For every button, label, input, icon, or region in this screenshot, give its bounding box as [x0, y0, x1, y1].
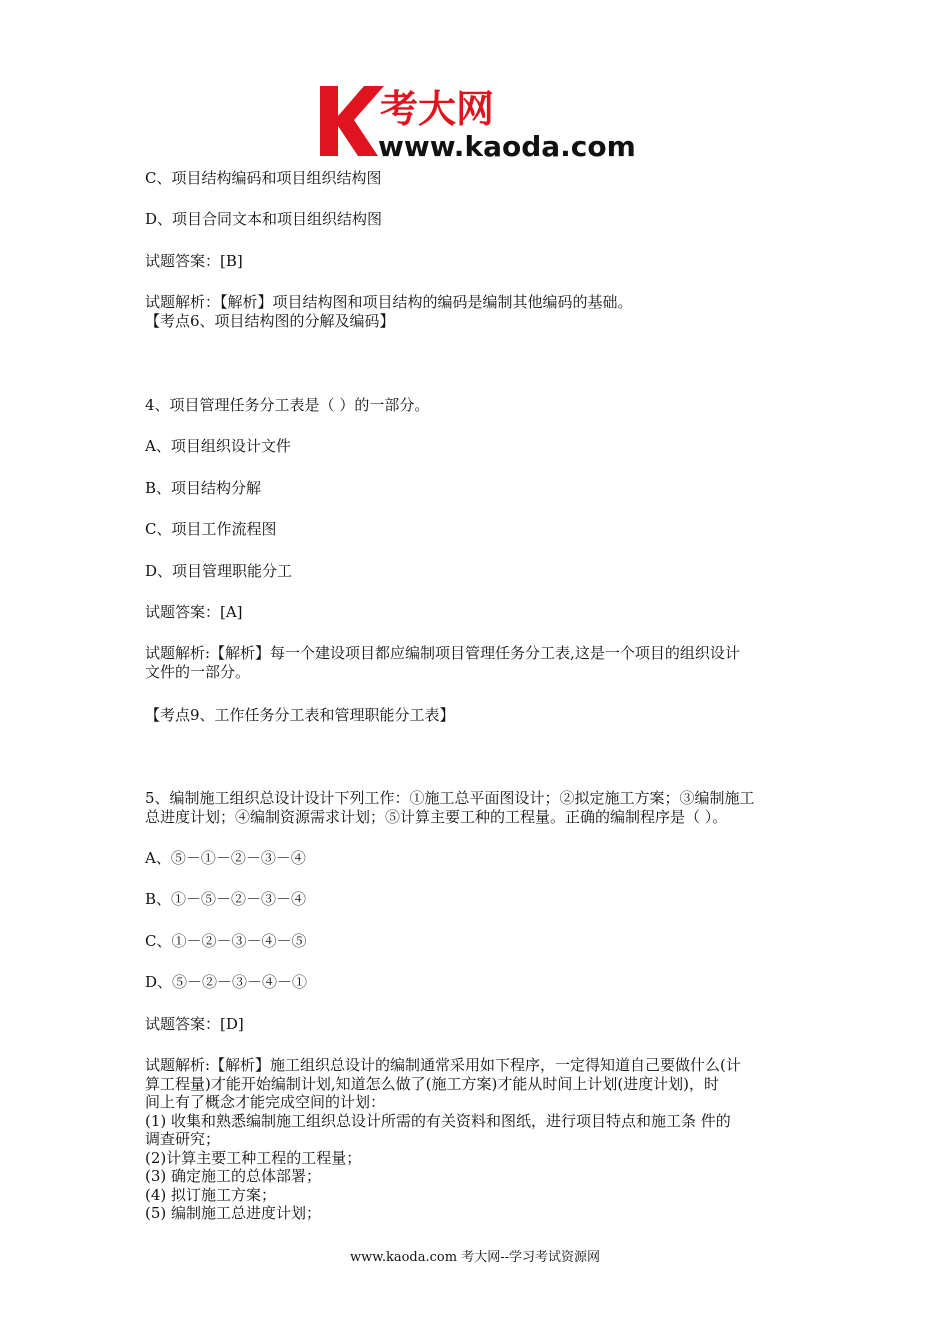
q5-stem — [145, 789, 815, 826]
q3-answer: 试题答案：[B] — [145, 252, 243, 270]
q5-option-c: C、①－②－③－④－⑤ — [145, 932, 307, 950]
q5-analysis-line: (1) 收集和熟悉编制施工组织总设计所需的有关资料和图纸，进行项目特点和施工条 件的 — [145, 1111, 731, 1130]
q5-analysis-line: 间上有了概念才能完成空间的计划： — [145, 1093, 386, 1111]
q5-answer: 试题答案：[D] — [145, 1015, 244, 1033]
q5-analysis-line: (3) 确定施工的总体部署； — [145, 1167, 322, 1185]
q4-option-c: C、项目工作流程图 — [145, 520, 277, 538]
q5-analysis-line: (2)计算主要工种工程的工程量； — [145, 1148, 362, 1167]
q5-stem-line: 5、编制施工组织总设计设计下列工作：①施工总平面图设计；②拟定施工方案；③编制施工 — [145, 789, 755, 807]
q3-option-d: D、项目合同文本和项目组织结构图 — [145, 210, 383, 228]
q4-stem: 4、项目管理任务分工表是（ ）的一部分。 — [145, 396, 430, 414]
q5-analysis-line: (4) 拟订施工方案； — [145, 1185, 277, 1204]
q5-option-a: A、⑤－①－②－③－④ — [145, 849, 306, 867]
k-letter-shape — [320, 86, 384, 156]
q4-analysis-line: 试题解析:【解析】每一个建设项目都应编制项目管理任务分工表,这是一个项目的组织设计 — [145, 644, 740, 662]
q4-option-b: B、项目结构分解 — [145, 479, 262, 497]
kaoda-logo — [318, 78, 636, 164]
q5-analysis-line: 调查研究； — [145, 1130, 221, 1148]
q5-analysis-line: (5) 编制施工总进度计划； — [145, 1204, 322, 1222]
q5-option-d: D、⑤－②－③－④－① — [145, 973, 308, 991]
q4-analysis — [145, 644, 815, 681]
q4-answer: 试题答案：[A] — [145, 603, 243, 621]
q4-option-d: D、项目管理职能分工 — [145, 562, 293, 580]
q5-option-b: B、①－⑤－②－③－④ — [145, 890, 307, 908]
q4-analysis-line: 文件的一部分。 — [145, 662, 251, 681]
logo-url-text: www.kaoda.com — [378, 130, 636, 163]
q3-knowledge-point: 【考点6、项目结构图的分解及编码】 — [145, 311, 395, 330]
q3-analysis — [145, 293, 815, 330]
q5-analysis — [145, 1056, 815, 1223]
q3-analysis-line: 试题解析：【解析】项目结构图和项目结构的编码是编制其他编码的基础。 — [145, 293, 633, 311]
kaoda-logo-graphic — [318, 78, 636, 164]
logo-brand-text: 考大网 — [380, 87, 495, 131]
q4-knowledge-point: 【考点9、工作任务分工表和管理职能分工表】 — [145, 706, 455, 724]
q5-analysis-line: 试题解析:【解析】施工组织总设计的编制通常采用如下程序，一定得知道自己要做什么(计 — [145, 1056, 741, 1074]
q5-stem-line: 总进度计划；④编制资源需求计划；⑤计算主要工种的工程量。正确的编制程序是（ ）。 — [145, 807, 728, 826]
q5-analysis-line: 算工程量)才能开始编制计划,知道怎么做了(施工方案)才能从时间上计划(进度计划)，时 — [145, 1074, 720, 1093]
q4-option-a: A、项目组织设计文件 — [145, 437, 291, 455]
page-footer: www.kaoda.com 考大网--学习考试资源网 — [350, 1250, 600, 1265]
q3-option-c: C、项目结构编码和项目组织结构图 — [145, 169, 382, 187]
